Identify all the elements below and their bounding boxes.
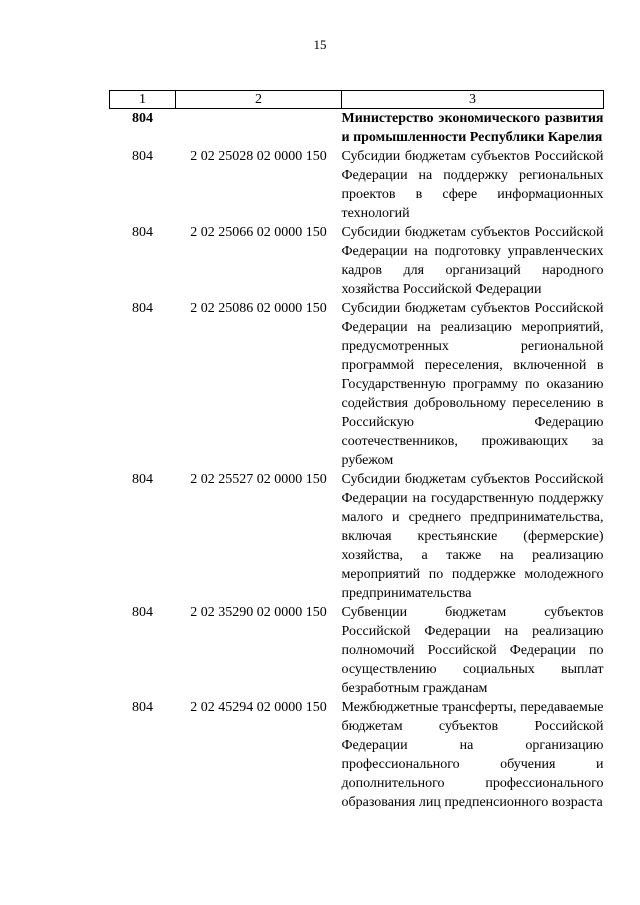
revenue-description: Министерство экономического развития и промышленности Республики Карелия bbox=[341, 111, 604, 145]
admin-code: 804 bbox=[132, 225, 153, 240]
table-header-row bbox=[110, 91, 604, 109]
budget-classification-code: 2 02 25086 02 0000 150 bbox=[190, 301, 327, 316]
table-row bbox=[110, 223, 604, 299]
table-row bbox=[110, 109, 604, 148]
budget-classification-code: 2 02 25066 02 0000 150 bbox=[190, 225, 327, 240]
table-row bbox=[110, 147, 604, 223]
admin-code: 804 bbox=[132, 472, 153, 487]
budget-table bbox=[109, 90, 604, 812]
revenue-description: Субсидии бюджетам субъектов Российской Федерации на подготовку управленческих кадров для организаций народного хозяйства Российской Федерации bbox=[341, 225, 604, 297]
budget-classification-code: 2 02 45294 02 0000 150 bbox=[190, 700, 327, 715]
admin-code: 804 bbox=[132, 149, 153, 164]
table-row bbox=[110, 470, 604, 603]
revenue-description: Субсидии бюджетам субъектов Российской Федерации на государственную поддержку малого и среднего предпринимательства, включая крестьянские (фермерские) хозяйства, а также на реализацию мероприятий по поддержке молодежного предпринимательства bbox=[341, 472, 604, 601]
revenue-description: Субсидии бюджетам субъектов Российской Федерации на поддержку региональных проектов в сфере информационных технологий bbox=[341, 149, 604, 221]
admin-code: 804 bbox=[132, 301, 153, 316]
table-row bbox=[110, 603, 604, 698]
budget-classification-code: 2 02 35290 02 0000 150 bbox=[190, 605, 327, 620]
revenue-description: Межбюджетные трансферты, передаваемые бюджетам субъектов Российской Федерации на организацию профессионального обучения и дополнительного профессионального образования лиц предпенсионного возраста bbox=[341, 700, 604, 810]
revenue-description: Субсидии бюджетам субъектов Российской Федерации на реализацию мероприятий, предусмотренных региональной программой переселения, включенной в Государственную программу по оказанию содействия добровольному переселению в Российскую Федерацию соотечественников, проживающих за рубежом bbox=[341, 301, 604, 468]
table-row bbox=[110, 698, 604, 812]
budget-classification-code: 2 02 25527 02 0000 150 bbox=[190, 472, 327, 487]
revenue-description: Субвенции бюджетам субъектов Российской Федерации на реализацию полномочий Российской Федерации по осуществлению социальных выплат безработным гражданам bbox=[341, 605, 604, 696]
admin-code: 804 bbox=[132, 111, 153, 126]
admin-code: 804 bbox=[132, 605, 153, 620]
column-header-3: 3 bbox=[342, 91, 604, 109]
column-header-1: 1 bbox=[110, 91, 176, 109]
budget-classification-code: 2 02 25028 02 0000 150 bbox=[190, 149, 327, 164]
column-header-2: 2 bbox=[176, 91, 342, 109]
budget-classification-code bbox=[176, 109, 342, 148]
page-number: 15 bbox=[313, 37, 327, 52]
admin-code: 804 bbox=[132, 700, 153, 715]
table-row bbox=[110, 299, 604, 470]
